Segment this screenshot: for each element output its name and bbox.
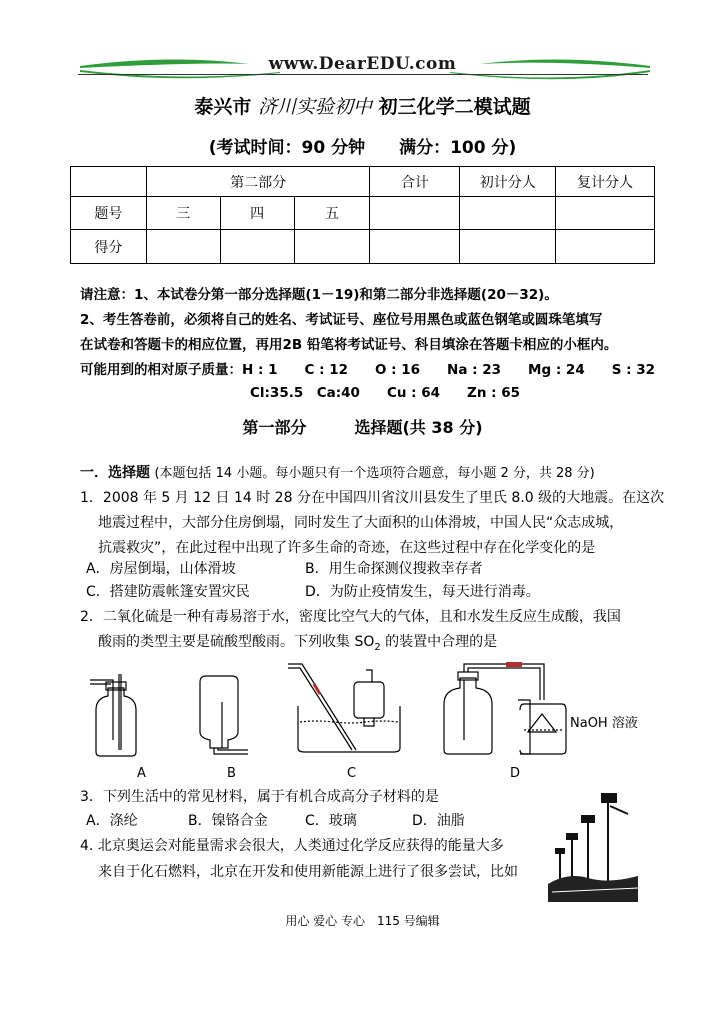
table-cell-empty xyxy=(556,197,655,230)
score-input-3[interactable] xyxy=(146,230,220,264)
q2-line-2-text-end: 的装置中合理的是 xyxy=(380,634,498,650)
q4-line-1: 4. 北京奥运会对能量需求会很大，人类通过化学反应获得的能量大多 xyxy=(80,838,504,854)
score-input-4[interactable] xyxy=(220,230,294,264)
q3-line-1: 3．下列生活中的常见材料，属于有机合成高分子材料的是 xyxy=(80,789,439,805)
score-table xyxy=(70,166,655,264)
table-section-3: 三 xyxy=(146,197,220,230)
table-part-header: 第二部分 xyxy=(146,167,370,197)
table-first-grader-header: 初计分人 xyxy=(460,167,556,197)
title-school: 济川实验初中 xyxy=(257,96,372,118)
naoh-label: NaOH 溶液 xyxy=(570,716,638,731)
section1-heading xyxy=(80,461,595,486)
table-cell-empty xyxy=(71,167,147,197)
note-line-1: 请注意：1、本试卷分第一部分选择题(1－19)和第二部分非选择题(20－32)。 xyxy=(80,287,558,303)
apparatus-b-label: B xyxy=(227,766,236,781)
q4-line-2: 来自于化石燃料，北京在开发和使用新能源上进行了很多尝试，比如 xyxy=(98,864,518,880)
exam-title xyxy=(0,92,725,119)
q3-option-d[interactable]: D．油脂 xyxy=(412,813,465,829)
part1-heading: 第一部分 选择题(共 38 分) xyxy=(242,418,483,437)
table-re-grader-header: 复计分人 xyxy=(556,167,655,197)
apparatus-b-inverted-bottle-icon[interactable] xyxy=(192,672,250,758)
header-rule xyxy=(78,74,648,75)
q2-line-2 xyxy=(98,630,497,660)
q1-option-b[interactable]: B．用生命探测仪搜救幸存者 xyxy=(305,561,483,577)
apparatus-d-label: D xyxy=(510,766,521,781)
exam-subtitle: (考试时间：90 分钟 满分：100 分) xyxy=(208,138,517,158)
apparatus-c-label: C xyxy=(347,766,357,781)
score-input-5[interactable] xyxy=(294,230,370,264)
title-exam: 初三化学二模试题 xyxy=(378,96,531,118)
table-row-score-label: 得分 xyxy=(71,230,147,264)
table-cell-empty xyxy=(370,197,460,230)
q3-option-c[interactable]: C．玻璃 xyxy=(305,813,357,829)
table-row-question-label: 题号 xyxy=(71,197,147,230)
site-logo-text: www.DearEDU.com xyxy=(268,54,457,74)
apparatus-a-label: A xyxy=(137,766,146,781)
q1-line-2: 地震过程中，大部分住房倒塌，同时发生了大面积的山体滑坡，中国人民“众志成城， xyxy=(98,515,624,531)
table-cell-empty xyxy=(460,197,556,230)
table-section-4: 四 xyxy=(220,197,294,230)
q2-line-1: 2．二氧化硫是一种有毒易溶于水，密度比空气大的气体，且和水发生反应生成酸，我国 xyxy=(80,609,621,625)
score-input-re-grader[interactable] xyxy=(556,230,655,264)
q1-option-c[interactable]: C．搭建防震帐篷安置灾民 xyxy=(86,584,250,600)
q1-line-1: 1．2008 年 5 月 12 日 14 时 28 分在中国四川省汶川县发生了里氏 8.0 级的大地震。在这次 xyxy=(80,490,665,506)
note-line-5: Cl:35.5 Ca:40 Cu : 64 Zn : 65 xyxy=(250,385,521,401)
apparatus-a-bottle-icon[interactable] xyxy=(86,670,146,760)
note-line-4: 可能用到的相对原子质量：H : 1 C : 12 O : 16 Na : 23 Mg : 24 S : 32 xyxy=(80,362,656,378)
table-total-header: 合计 xyxy=(370,167,460,197)
q3-option-b[interactable]: B．镍铬合金 xyxy=(188,813,268,829)
note-line-3: 在试卷和答题卡的相应位置，再用2B 铅笔将考试证号、科目填涂在答题卡相应的小框内。 xyxy=(80,337,618,353)
tube-connector xyxy=(506,662,522,667)
q3-option-a[interactable]: A．涤纶 xyxy=(86,813,138,829)
table-section-5: 五 xyxy=(294,197,370,230)
note-line-2: 2、考生答卷前，必须将自己的姓名、考试证号、座位号用黑色或蓝色钢笔或圆珠笔填写 xyxy=(80,312,603,328)
q1-option-d[interactable]: D．为防止疫情发生，每天进行消毒。 xyxy=(305,584,540,600)
q2-line-2-text: 酸雨的类型主要是硫酸型酸雨。下列收集 SO xyxy=(98,634,375,650)
score-input-total[interactable] xyxy=(370,230,460,264)
title-city: 泰兴市 xyxy=(194,96,252,118)
page-footer: 用心 爱心 专心 115 号编辑 xyxy=(285,914,440,928)
apparatus-d-gas-absorber-icon[interactable] xyxy=(440,660,570,760)
section1-title: 一．选择题 xyxy=(80,465,150,481)
score-input-first-grader[interactable] xyxy=(460,230,556,264)
q1-line-3: 抗震救灾”，在此过程中出现了许多生命的奇迹，在这些过程中存在化学变化的是 xyxy=(98,540,596,556)
section1-desc: (本题包括 14 小题。每小题只有一个选项符合题意，每小题 2 分，共 28 分) xyxy=(154,466,595,481)
q1-option-a[interactable]: A．房屋倒塌，山体滑坡 xyxy=(86,561,236,577)
street-lights-photo-icon xyxy=(548,792,638,902)
apparatus-c-water-trough-icon[interactable] xyxy=(286,660,406,760)
q2-subscript: 2 xyxy=(374,641,381,653)
